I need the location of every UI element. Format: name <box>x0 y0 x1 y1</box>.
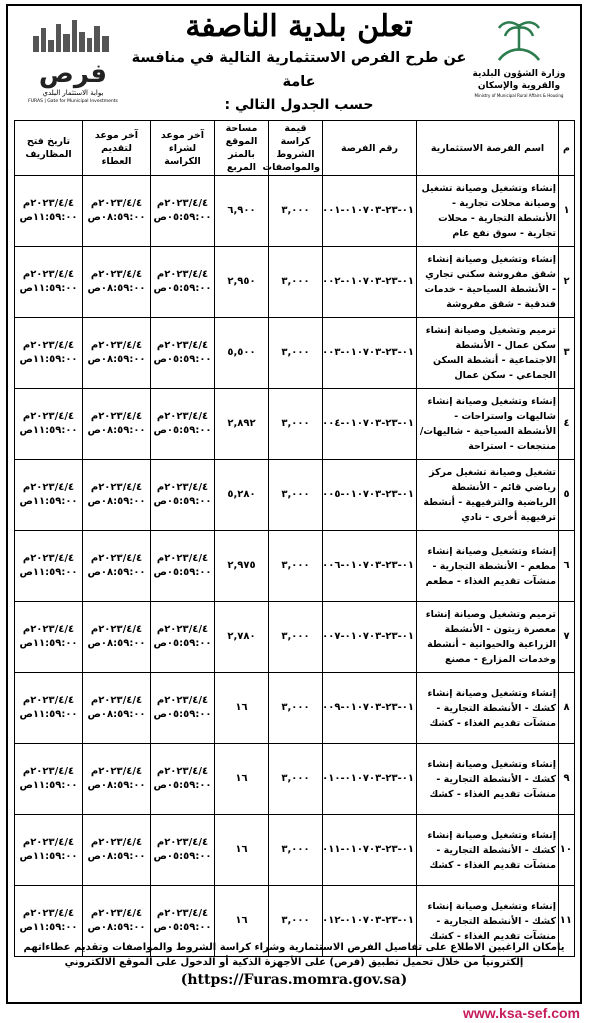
open-date: ٢٠٢٣/٤/٤م ١١:٥٩:٠٠ص <box>15 602 83 673</box>
col-header-name: اسم الفرصة الاستثمارية <box>417 121 559 176</box>
col-header-buy-deadline: آخر موعد لشراء الكراسة <box>151 121 215 176</box>
opportunity-name: إنشاء وتشغيل وصيانة إنشاء كشك - الأنشطة التجارية - منشآت تقديم الغذاء - كشك <box>417 744 559 815</box>
header <box>8 6 580 120</box>
table-row <box>15 318 575 389</box>
ministry-name-en: Ministry of Municipal Rural Affairs & Housing <box>474 93 564 98</box>
submit-deadline: ٢٠٢٣/٤/٤م ٠٨:٥٩:٠٠ص <box>83 247 151 318</box>
furas-logo-text: فرص <box>38 59 108 89</box>
row-index: ٢ <box>559 247 575 318</box>
buy-deadline: ٢٠٢٣/٤/٤م ٠٥:٥٩:٠٠ص <box>151 318 215 389</box>
open-date: ٢٠٢٣/٤/٤م ١١:٥٩:٠٠ص <box>15 886 83 957</box>
open-date: ٢٠٢٣/٤/٤م ١١:٥٩:٠٠ص <box>15 176 83 247</box>
open-date: ٢٠٢٣/٤/٤م ١١:٥٩:٠٠ص <box>15 460 83 531</box>
opportunity-name: إنشاء وتشغيل وصيانة إنشاء شقق مفروشة سكني تجاري - الأنشطة السياحية - خدمات فندقية - شقق مفروشة <box>417 247 559 318</box>
page-subtitle-2: حسب الجدول التالي : <box>224 97 374 113</box>
buy-deadline: ٢٠٢٣/٤/٤م ٠٥:٥٩:٠٠ص <box>151 673 215 744</box>
site-area: ٦,٩٠٠ <box>215 176 269 247</box>
submit-deadline: ٢٠٢٣/٤/٤م ٠٨:٥٩:٠٠ص <box>83 602 151 673</box>
table-row <box>15 744 575 815</box>
col-header-submit-deadline: آخر موعد لتقديم العطاء <box>83 121 151 176</box>
booklet-fee: ٣,٠٠٠ <box>269 602 323 673</box>
booklet-fee: ٣,٠٠٠ <box>269 176 323 247</box>
booklet-fee: ٣,٠٠٠ <box>269 389 323 460</box>
open-date: ٢٠٢٣/٤/٤م ١١:٥٩:٠٠ص <box>15 531 83 602</box>
open-date: ٢٠٢٣/٤/٤م ١١:٥٩:٠٠ص <box>15 318 83 389</box>
submit-deadline: ٢٠٢٣/٤/٤م ٠٨:٥٩:٠٠ص <box>83 815 151 886</box>
opportunity-id: ٠١-٢٣-٠١٠٧٠٣-٠٠٥ <box>323 460 417 531</box>
advertisement-frame <box>6 4 582 1004</box>
furas-logo <box>18 16 128 111</box>
booklet-fee: ٣,٠٠٠ <box>269 318 323 389</box>
site-area: ٢,٨٩٢ <box>215 389 269 460</box>
furas-logo-caption: بوابة الاستثمار البلدي <box>42 89 104 97</box>
row-index: ١١ <box>559 886 575 957</box>
table-row <box>15 460 575 531</box>
open-date: ٢٠٢٣/٤/٤م ١١:٥٩:٠٠ص <box>15 247 83 318</box>
footer <box>14 940 574 990</box>
booklet-fee: ٣,٠٠٠ <box>269 247 323 318</box>
furas-website-link[interactable]: (https://Furas.momra.gov.sa) <box>180 972 408 988</box>
site-area: ١٦ <box>215 886 269 957</box>
col-header-open-date: تاريخ فتح المظاريف <box>15 121 83 176</box>
row-index: ٧ <box>559 602 575 673</box>
opportunity-name: إنشاء وتشغيل وصيانة إنشاء شاليهات واستراحات - الأنشطة السياحية - شاليهات/ منتجعات - استراحة <box>417 389 559 460</box>
table-row <box>15 815 575 886</box>
booklet-fee: ٣,٠٠٠ <box>269 886 323 957</box>
opportunity-id: ٠١-٢٣-٠١٠٧٠٣-٠٠٧ <box>323 602 417 673</box>
palm-swords-emblem-icon <box>489 16 549 64</box>
site-area: ٥,٥٠٠ <box>215 318 269 389</box>
site-area: ١٦ <box>215 815 269 886</box>
site-area: ١٦ <box>215 744 269 815</box>
opportunity-name: تشغيل وصيانة تشغيل مركز رياضي قائم - الأنشطة الرياضية والترفيهية - أنشطة ترفيهية أخرى - نادي <box>417 460 559 531</box>
buy-deadline: ٢٠٢٣/٤/٤م ٠٥:٥٩:٠٠ص <box>151 460 215 531</box>
site-area: ٢,٩٧٥ <box>215 531 269 602</box>
table-row <box>15 176 575 247</box>
site-area: ٢,٧٨٠ <box>215 602 269 673</box>
table-row <box>15 247 575 318</box>
booklet-fee: ٣,٠٠٠ <box>269 460 323 531</box>
buy-deadline: ٢٠٢٣/٤/٤م ٠٥:٥٩:٠٠ص <box>151 886 215 957</box>
buy-deadline: ٢٠٢٣/٤/٤م ٠٥:٥٩:٠٠ص <box>151 744 215 815</box>
opportunity-id: ٠١-٢٣-٠١٠٧٠٣-٠١٠ <box>323 744 417 815</box>
opportunity-id: ٠١-٢٣-٠١٠٧٠٣-٠٠٩ <box>323 673 417 744</box>
buy-deadline: ٢٠٢٣/٤/٤م ٠٥:٥٩:٠٠ص <box>151 389 215 460</box>
col-header-index: م <box>559 121 575 176</box>
submit-deadline: ٢٠٢٣/٤/٤م ٠٨:٥٩:٠٠ص <box>83 389 151 460</box>
opportunity-id: ٠١-٢٣-٠١٠٧٠٣-٠١٢ <box>323 886 417 957</box>
opportunity-id: ٠١-٢٣-٠١٠٧٠٣-٠٠٦ <box>323 531 417 602</box>
row-index: ٨ <box>559 673 575 744</box>
furas-logo-caption-en: FURAS | Gate for Municipal Investments <box>28 99 118 104</box>
row-index: ٣ <box>559 318 575 389</box>
opportunity-name: إنشاء وتشغيل وصيانة تشغيل وصيانة محلات تجارية - الأنشطة التجارية - محلات تجارية - سوق نفع عام <box>417 176 559 247</box>
submit-deadline: ٢٠٢٣/٤/٤م ٠٨:٥٩:٠٠ص <box>83 673 151 744</box>
opportunity-id: ٠١-٢٣-٠١٠٧٠٣-٠٠٣ <box>323 318 417 389</box>
site-area: ١٦ <box>215 673 269 744</box>
site-area: ٢,٩٥٠ <box>215 247 269 318</box>
opportunity-name: إنشاء وتشغيل وصيانة إنشاء مطعم - الأنشطة التجارية - منشآت تقديم الغذاء - مطعم <box>417 531 559 602</box>
submit-deadline: ٢٠٢٣/٤/٤م ٠٨:٥٩:٠٠ص <box>83 460 151 531</box>
table-row <box>15 531 575 602</box>
booklet-fee: ٣,٠٠٠ <box>269 744 323 815</box>
row-index: ١٠ <box>559 815 575 886</box>
opportunity-name: إنشاء وتشغيل وصيانة إنشاء كشك - الأنشطة التجارية - منشآت تقديم الغذاء - كشك <box>417 886 559 957</box>
titles <box>128 8 470 116</box>
opportunity-id: ٠١-٢٣-٠١٠٧٠٣-٠٠١ <box>323 176 417 247</box>
submit-deadline: ٢٠٢٣/٤/٤م ٠٨:٥٩:٠٠ص <box>83 176 151 247</box>
submit-deadline: ٢٠٢٣/٤/٤م ٠٨:٥٩:٠٠ص <box>83 744 151 815</box>
page-subtitle: عن طرح الفرص الاستثمارية التالية في منافسة عامة <box>131 50 467 90</box>
opportunity-name: إنشاء وتشغيل وصيانة إنشاء كشك - الأنشطة التجارية - منشآت تقديم الغذاء - كشك <box>417 673 559 744</box>
row-index: ٥ <box>559 460 575 531</box>
footer-text: يامكان الراغبين الاطلاع على تفاصيل الفرص الاستثمارية وشراء كراسة الشروط والمواصفات وتقديم عطاءاتهم إلكترونياً من خلال تحميل تطبيق (فرص) على الأجهزة الذكية أو الدخول على الموقع الالكتروني <box>23 942 565 968</box>
page-title: تعلن بلدية الناصفة <box>185 9 413 44</box>
submit-deadline: ٢٠٢٣/٤/٤م ٠٨:٥٩:٠٠ص <box>83 318 151 389</box>
submit-deadline: ٢٠٢٣/٤/٤م ٠٨:٥٩:٠٠ص <box>83 531 151 602</box>
booklet-fee: ٣,٠٠٠ <box>269 673 323 744</box>
opportunity-id: ٠١-٢٣-٠١٠٧٠٣-٠٠٢ <box>323 247 417 318</box>
opportunity-id: ٠١-٢٣-٠١٠٧٠٣-٠٠٤ <box>323 389 417 460</box>
buy-deadline: ٢٠٢٣/٤/٤م ٠٥:٥٩:٠٠ص <box>151 531 215 602</box>
site-area: ٥,٢٨٠ <box>215 460 269 531</box>
buy-deadline: ٢٠٢٣/٤/٤م ٠٥:٥٩:٠٠ص <box>151 247 215 318</box>
opportunity-name: ترميم وتشغيل وصيانة إنشاء سكن عمال - الأنشطة الاجتماعية - أنشطة السكن الجماعي - سكن عمال <box>417 318 559 389</box>
buy-deadline: ٢٠٢٣/٤/٤م ٠٥:٥٩:٠٠ص <box>151 176 215 247</box>
skyline-icon <box>28 16 118 56</box>
booklet-fee: ٣,٠٠٠ <box>269 531 323 602</box>
col-header-fee: قيمة كراسة الشروط والمواصفات <box>269 121 323 176</box>
opportunities-table <box>14 120 575 957</box>
buy-deadline: ٢٠٢٣/٤/٤م ٠٥:٥٩:٠٠ص <box>151 815 215 886</box>
open-date: ٢٠٢٣/٤/٤م ١١:٥٩:٠٠ص <box>15 744 83 815</box>
table-header-row <box>15 121 575 176</box>
col-header-area: مساحة الموقع بالمتر المربع <box>215 121 269 176</box>
open-date: ٢٠٢٣/٤/٤م ١١:٥٩:٠٠ص <box>15 815 83 886</box>
ministry-logo <box>464 16 574 111</box>
booklet-fee: ٣,٠٠٠ <box>269 815 323 886</box>
opportunity-id: ٠١-٢٣-٠١٠٧٠٣-٠١١ <box>323 815 417 886</box>
table-row <box>15 673 575 744</box>
table-row <box>15 389 575 460</box>
submit-deadline: ٢٠٢٣/٤/٤م ٠٨:٥٩:٠٠ص <box>83 886 151 957</box>
buy-deadline: ٢٠٢٣/٤/٤م ٠٥:٥٩:٠٠ص <box>151 602 215 673</box>
opportunity-name: ترميم وتشغيل وصيانة إنشاء معصرة زيتون - الأنشطة الزراعية والحيوانية - أنشطة وخدمات المزارع - مصنع <box>417 602 559 673</box>
watermark: www.ksa-sef.com <box>463 1005 580 1021</box>
open-date: ٢٠٢٣/٤/٤م ١١:٥٩:٠٠ص <box>15 389 83 460</box>
opportunity-name: إنشاء وتشغيل وصيانة إنشاء كشك - الأنشطة التجارية - منشآت تقديم الغذاء - كشك <box>417 815 559 886</box>
row-index: ١ <box>559 176 575 247</box>
row-index: ٩ <box>559 744 575 815</box>
row-index: ٦ <box>559 531 575 602</box>
row-index: ٤ <box>559 389 575 460</box>
ministry-name: وزارة الشؤون البلدية والقروية والإسكان <box>472 69 566 91</box>
col-header-id: رقم الفرصة <box>323 121 417 176</box>
open-date: ٢٠٢٣/٤/٤م ١١:٥٩:٠٠ص <box>15 673 83 744</box>
table-row <box>15 602 575 673</box>
